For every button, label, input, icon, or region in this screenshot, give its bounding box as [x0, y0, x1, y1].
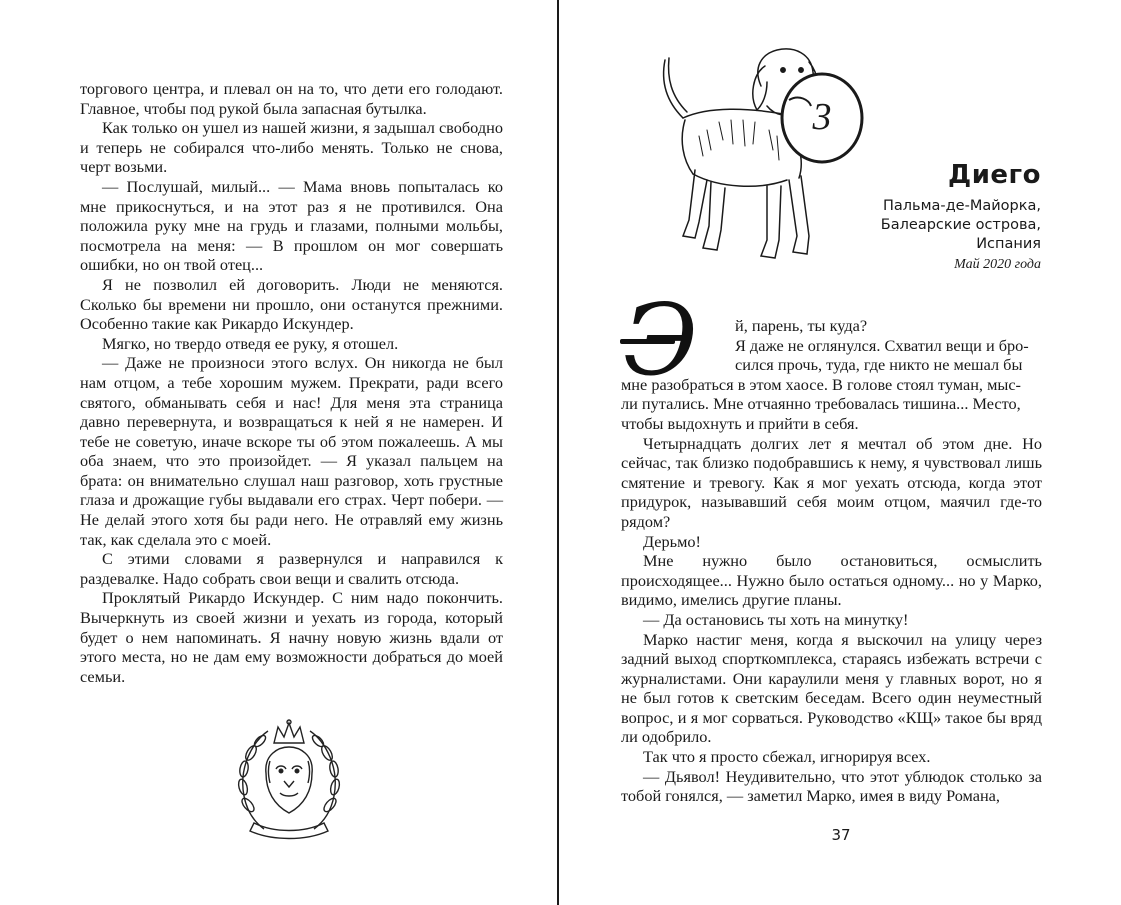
- paragraph: Я не позволил ей договорить. Люди не меняются. Сколько бы времени ни прошло, они останутся прежними. Особенно такие как Рикардо Искундер.: [80, 274, 503, 334]
- paragraph: Мягко, но твердо отведя ее руку, я отошел.: [102, 333, 399, 353]
- opening-line: Я даже не оглянулся. Схватил вещи и бро-: [735, 335, 1029, 355]
- right-paragraphs: [621, 434, 1042, 806]
- page-number: 37: [831, 826, 851, 844]
- paragraph: С этими словами я развернулся и направился к раздевалке. Надо собрать свои вещи и свалить отсюда.: [80, 549, 503, 588]
- opening-line: й, парень, ты куда?: [735, 316, 868, 335]
- dropcap-letter: Э: [623, 284, 698, 398]
- paragraph: — Послушай, милый... — Мама вновь попыталась ко мне прикоснуться, и на этот раз я не противился. Она положила руку мне на грудь и глазами, полными мольбы, посмотрела на меня: — В прошлом он мог совершать ошибки, но он твой отец...: [80, 176, 503, 275]
- location-line: Испания: [976, 236, 1041, 252]
- chapter-date: Май 2020 года: [954, 257, 1041, 272]
- book-gutter: [557, 0, 559, 905]
- chapter-location: [881, 197, 1041, 254]
- paragraph: Четырнадцать долгих лет я мечтал об этом дне. Но сейчас, так близко подобравшись к нему, я чувствовал лишь смятение и тревогу. Как я мог уехать отсюда, когда этот придурок, называвший себя моим отцом, маячил где-то рядом?: [621, 433, 1042, 531]
- chapter-title: Диего: [948, 160, 1041, 190]
- lion-crest-emblem: [234, 717, 344, 841]
- paragraph: — Дьявол! Неудивительно, что этот ублюдок столько за тобой гонялся, — заметил Марко, имея в виду Романа,: [621, 766, 1042, 806]
- paragraph: Мне нужно было остановиться, осмыслить происходящее... Нужно было остаться одному... но у Марко, видимо, имелись другие планы.: [621, 551, 1042, 610]
- right-page-text: [621, 316, 1042, 806]
- paragraph: Дерьмо!: [643, 531, 701, 551]
- paragraph: — Даже не произноси этого вслух. Он никогда не был нам отцом, а тебе хорошим мужем. Прекрати, ради всего святого, обманывать себя и нас! Для меня эта страница давно перевернута, и возвращаться к ней я не намерен. И тебе не советую, иначе вскоре ты об этом пожалеешь. А мы оба знаем, что это произойдет. — Я указал пальцем на брата: он внимательно слушал наш разговор, хоть грустные глаза и дрожащие губы выдавали его страх. Черт побери. — Не делай этого хотя бы ради него. Не отравляй ему жизнь так, как сделала это с моей.: [80, 353, 503, 549]
- paragraph: Проклятый Рикардо Искундер. С ним надо покончить. Вычеркнуть из своей жизни и уехать из города, который будет о нем напоминать. Я начну новую жизнь вдали от этого места, но не дам ему возможности добраться до моей семьи.: [80, 588, 503, 686]
- paragraph: Как только он ушел из нашей жизни, я задышал свободно и теперь не собирался что-либо менять. Только не снова, черт возьми.: [80, 118, 503, 177]
- beagle-illustration: [649, 40, 879, 264]
- opening-line: ли путались. Мне отчаянно требовалась тишина... Место,: [621, 394, 1021, 414]
- location-line: Балеарские острова,: [880, 217, 1041, 233]
- right-page: [561, 0, 1121, 905]
- left-page-text: [80, 79, 503, 686]
- location-line: Пальма-де-Майорка,: [883, 198, 1041, 214]
- chapter-number: 3: [812, 96, 832, 138]
- left-page: [0, 0, 558, 905]
- opening-line: чтобы выдохнуть и прийти в себя.: [621, 413, 859, 433]
- paragraph: — Да остановись ты хоть на минутку!: [643, 609, 909, 629]
- paragraph: торгового центра, и плевал он на то, что дети его голодают. Главное, чтобы под рукой была запасная бутылка.: [80, 79, 503, 118]
- opening-line: сился прочь, туда, где никто не мешал бы: [735, 355, 1023, 375]
- paragraph: Марко настиг меня, когда я выскочил на улицу через задний выход спорткомплекса, стараясь избежать встречи с журналистами. Они караулили меня у главных ворот, но я не был готов к светским беседам. Всего один неуместный вопрос, и я мог сорваться. Руководство «КЩ» такое бы вряд ли одобрило.: [621, 629, 1042, 747]
- paragraph: Так что я просто сбежал, игнорируя всех.: [643, 747, 931, 767]
- opening-line: мне разобраться в этом хаосе. В голове стоял туман, мыс-: [621, 374, 1021, 394]
